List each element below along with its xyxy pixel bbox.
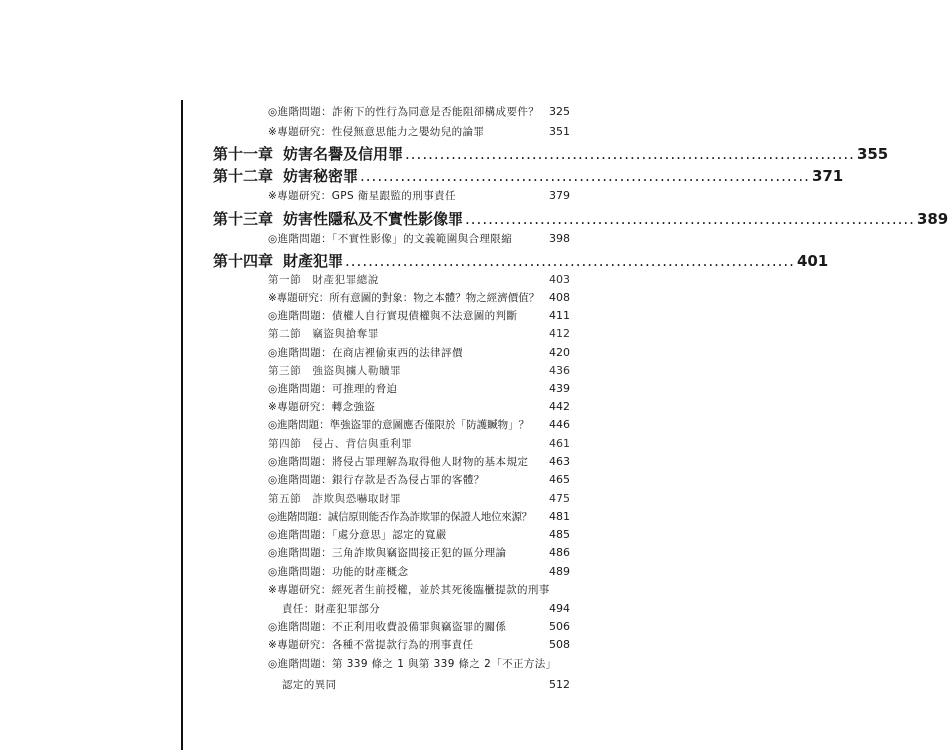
toc-chapter-12 bbox=[213, 165, 844, 187]
toc-entry-label: ※專題研究：性侵無意思能力之嬰幼兒的論罪 bbox=[268, 126, 485, 138]
toc-entry-page: 489 bbox=[549, 565, 570, 578]
toc-entry-page: 420 bbox=[549, 346, 570, 359]
chapter-page: 401 bbox=[796, 252, 829, 270]
toc-entry-topic bbox=[268, 231, 570, 247]
toc-entry-topic bbox=[268, 308, 570, 324]
toc-entry-page: 398 bbox=[549, 232, 570, 245]
toc-entry-label: 第四節 侵占、背信與重利罪 bbox=[268, 438, 413, 450]
toc-entry-page: 351 bbox=[549, 125, 570, 138]
toc-entry-topic bbox=[268, 417, 570, 433]
toc-entry-label: ◎進階問題：可推理的脅迫 bbox=[268, 383, 398, 395]
toc-entry-label: ◎進階問題：三角詐欺與竊盜間接正犯的區分理論 bbox=[268, 547, 507, 559]
toc-entry-topic bbox=[268, 582, 570, 598]
toc-entry-topic bbox=[268, 290, 570, 306]
toc-entry-continuation bbox=[282, 601, 570, 617]
toc-entry-label: ◎進階問題：「不實性影像」的文義範圍與合理限縮 bbox=[268, 233, 513, 245]
toc-entry-topic bbox=[268, 545, 570, 561]
toc-entry-label: ◎進階問題：功能的財產概念 bbox=[268, 566, 409, 578]
toc-entry-page: 411 bbox=[549, 309, 570, 322]
toc-entry-label: ◎進階問題：將侵占罪理解為取得他人財物的基本規定 bbox=[268, 456, 529, 468]
chapter-number: 第十二章 bbox=[213, 167, 274, 185]
toc-entry-page: 439 bbox=[549, 382, 570, 395]
toc-section bbox=[268, 491, 570, 507]
toc-entry-label: ◎進階問題：「處分意思」認定的寬嚴 bbox=[268, 529, 447, 541]
toc-entry-page: 506 bbox=[549, 620, 570, 633]
toc-entry-topic bbox=[268, 527, 570, 543]
toc-entry-label: 責任：財產犯罪部分 bbox=[282, 603, 381, 615]
toc-section bbox=[268, 326, 570, 342]
toc-entry-topic bbox=[268, 188, 570, 204]
toc-entry-label: ◎進階問題：詐術下的性行為同意是否能阻卻構成要件？ bbox=[268, 106, 540, 118]
chapter-title: 妨害名譽及信用罪 bbox=[283, 145, 404, 163]
toc-entry-label: ◎進階問題：銀行存款是否為侵占罪的客體？ bbox=[268, 474, 485, 486]
toc-chapter-14 bbox=[213, 250, 829, 272]
chapter-page: 371 bbox=[811, 167, 844, 185]
toc-chapter-11 bbox=[213, 143, 889, 165]
toc-entry-label: ※專題研究：各種不當提款行為的刑事責任 bbox=[268, 639, 474, 651]
chapter-number: 第十一章 bbox=[213, 145, 274, 163]
toc-section bbox=[268, 436, 570, 452]
toc-entry-label: ※專題研究：經死者生前授權，並於其死後臨櫃提款的刑事 bbox=[268, 584, 550, 596]
toc-entry-topic bbox=[268, 564, 570, 580]
toc-entry-topic bbox=[268, 454, 570, 470]
chapter-page: 389 bbox=[916, 210, 948, 228]
toc-entry-label: ◎進階問題：在商店裡偷東西的法律評價 bbox=[268, 347, 463, 359]
toc-entry-topic bbox=[268, 381, 570, 397]
toc-entry-label: ◎進階問題：誠信原則能否作為詐欺罪的保證人地位來源？ bbox=[268, 511, 532, 523]
toc-section bbox=[268, 272, 570, 288]
leader-dots: .............................................................................. bbox=[360, 167, 810, 185]
toc-chapter-13 bbox=[213, 208, 948, 230]
toc-entry-topic bbox=[268, 124, 570, 140]
toc-entry-label: 第三節 強盜與擄人勒贖罪 bbox=[268, 365, 402, 377]
chapter-number: 第十四章 bbox=[213, 252, 274, 270]
toc-entry-page: 379 bbox=[549, 189, 570, 202]
toc-entry-page: 485 bbox=[549, 528, 570, 541]
toc-entry-topic bbox=[268, 637, 570, 653]
toc-entry-label: 認定的異同 bbox=[282, 679, 337, 691]
toc-entry-page: 408 bbox=[549, 291, 570, 304]
toc-entry-page: 463 bbox=[549, 455, 570, 468]
chapter-title: 妨害性隱私及不實性影像罪 bbox=[283, 210, 464, 228]
chapter-title: 財產犯罪 bbox=[283, 252, 344, 270]
left-margin-rule bbox=[181, 100, 183, 750]
toc-entry-label: ◎進階問題：不正利用收費設備罪與竊盜罪的關係 bbox=[268, 621, 507, 633]
toc-entry-topic bbox=[268, 399, 570, 415]
toc-entry-label: ◎進階問題：準強盜罪的意圖應否僅限於「防護贓物」？ bbox=[268, 419, 530, 431]
toc-entry-page: 403 bbox=[549, 273, 570, 286]
toc-entry-page: 436 bbox=[549, 364, 570, 377]
toc-entry-topic bbox=[268, 345, 570, 361]
toc-entry-page: 508 bbox=[549, 638, 570, 651]
toc-entry-page: 325 bbox=[549, 105, 570, 118]
toc-entry-page: 494 bbox=[549, 602, 570, 615]
toc-entry-page: 486 bbox=[549, 546, 570, 559]
toc-entry-topic bbox=[268, 509, 570, 525]
toc-entry-label: ◎進階問題：第 339 條之 1 與第 339 條之 2「不正方法」 bbox=[268, 658, 557, 670]
toc-entry-page: 512 bbox=[549, 678, 570, 691]
toc-entry-topic bbox=[268, 104, 570, 120]
toc-entry-topic bbox=[268, 472, 570, 488]
toc-entry-page: 465 bbox=[549, 473, 570, 486]
toc-entry-label: 第五節 詐欺與恐嚇取財罪 bbox=[268, 493, 402, 505]
leader-dots: .............................................................................. bbox=[405, 145, 855, 163]
toc-entry-label: ※專題研究：所有意圖的對象：物之本體？物之經濟價值？ bbox=[268, 292, 540, 304]
toc-entry-label: ※專題研究：GPS 衛星跟監的刑事責任 bbox=[268, 190, 456, 202]
leader-dots: .............................................................................. bbox=[345, 252, 795, 270]
chapter-title: 妨害秘密罪 bbox=[283, 167, 359, 185]
leader-dots: .............................................................................. bbox=[465, 210, 915, 228]
toc-entry-label: ※專題研究：轉念強盜 bbox=[268, 401, 376, 413]
toc-section bbox=[268, 363, 570, 379]
toc-entry-page: 461 bbox=[549, 437, 570, 450]
toc-entry-label: 第一節 財產犯罪總說 bbox=[268, 274, 379, 286]
toc-entry-page: 446 bbox=[549, 418, 570, 431]
toc-entry-page: 412 bbox=[549, 327, 570, 340]
chapter-page: 355 bbox=[856, 145, 889, 163]
toc-entry-topic bbox=[268, 619, 570, 635]
toc-entry-label: 第二節 竊盜與搶奪罪 bbox=[268, 328, 379, 340]
toc-entry-page: 481 bbox=[549, 510, 570, 523]
toc-entry-continuation bbox=[282, 677, 570, 693]
toc-entry-label: ◎進階問題：債權人自行實現債權與不法意圖的判斷 bbox=[268, 310, 518, 322]
chapter-number: 第十三章 bbox=[213, 210, 274, 228]
toc-entry-topic bbox=[268, 656, 570, 672]
toc-entry-page: 475 bbox=[549, 492, 570, 505]
toc-entry-page: 442 bbox=[549, 400, 570, 413]
